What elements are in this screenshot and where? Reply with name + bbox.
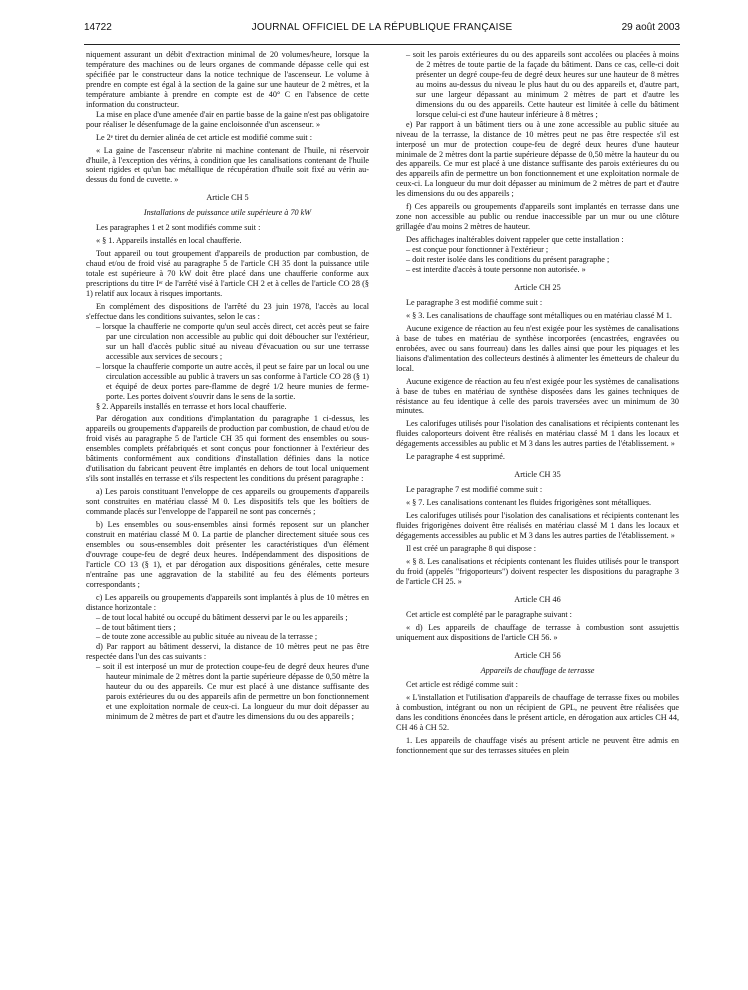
paragraph: « § 3. Les canalisations de chauffage sont métalliques ou en matériau classé M 1.: [406, 310, 672, 320]
paragraph: La mise en place d'une amenée d'air en partie basse de la gaine n'est pas obligatoire pour réaliser le désenfumage de la gaine encloisonnée d'un ascenseur. »: [86, 109, 369, 129]
dash-list-item: – est interdite d'accès à toute personne non autorisée. »: [406, 265, 586, 275]
left-column: [86, 50, 369, 975]
paragraph: Le paragraphe 3 est modifié comme suit :: [406, 297, 543, 307]
paragraph: Les calorifuges utilisés pour l'isolation des canalisations et récipients contenant les fluides frigorigènes doivent être réalisés en matériau classé M 1 dans les locaux et dégagements accessibles au public et M 3 dans les autres parties de l'établissement. »: [396, 511, 679, 540]
paragraph: Aucune exigence de réaction au feu n'est exigée pour les systèmes de canalisations à base de tubes en matériau de synthèse incorporées (encastrées, engravées ou enrobées, avec ou sans fourreau) dans les dalles ainsi que pour les piquages et les liaisons d'alimentation des collecteurs destinés à alimenter les émetteurs de chaleur du local.: [396, 323, 679, 373]
dash-list-item: – soit les parois extérieures du ou des appareils sont accolées ou placées à moins de 2 mètres de toute partie de la façade du bâtiment. Dans ce cas, celle-ci doit présenter un degré coupe-feu de degré deux heures sur une hauteur de 8 mètres au moins au-dessus du niveau le plus haut du ou des appareils et, d'autre part, sur une largeur dépassant au minimum 2 mètres de part et d'autre les dimensions du ou des appareils. Cette hauteur est limitée à celle du bâtiment lorsque celui-ci est d'une hauteur inférieure à 8 mètres ;: [406, 50, 679, 119]
dash-list-item: – soit il est interposé un mur de protection coupe-feu de degré deux heures d'une hauteur minimale de 2 mètres dont la partie supérieure dépasse de 0,50 mètre la hauteur du ou des appareils. Ce mur est placé à une distance suffisante des parois extérieures du ou des appareils afin de permettre un bon fonctionnement et une exploitation normale de ceux-ci. La longueur du mur doit dépasser au minimum de 2 mètres de part et d'autre les dimensions du ou des appareils ;: [96, 662, 369, 722]
paragraph: Cet article est rédigé comme suit :: [406, 680, 518, 690]
article-heading: Article CH 35: [514, 470, 561, 480]
paragraph: Cet article est complété par le paragraphe suivant :: [406, 609, 572, 619]
header-rule: [84, 44, 680, 45]
right-column: [396, 50, 679, 975]
paragraph: f) Ces appareils ou groupements d'appareils sont implantés en terrasse dans une zone non accessible au public ou rendue inaccessible par un mur ou une clôture grillagée d'au moins 2 mètres de hauteur.: [396, 202, 679, 232]
paragraph: § 2. Appareils installés en terrasse et hors local chaufferie.: [96, 401, 287, 411]
paragraph: « § 1. Appareils installés en local chaufferie.: [96, 236, 242, 246]
paragraph: « d) Les appareils de chauffage de terrasse à combustion sont assujettis uniquement aux dispositions de l'article CH 56. »: [396, 622, 679, 642]
article-subtitle: Installations de puissance utile supérieure à 70 kW: [143, 208, 312, 218]
paragraph: c) Les appareils ou groupements d'appareils sont implantés à plus de 10 mètres en distance horizontale :: [86, 592, 369, 612]
journal-title: JOURNAL OFFICIEL DE LA RÉPUBLIQUE FRANÇAISE: [251, 22, 513, 33]
paragraph: En complément des dispositions de l'arrêté du 23 juin 1978, l'accès au local s'effectue dans les conditions suivantes, selon le cas :: [86, 301, 369, 321]
paragraph: « § 7. Les canalisations contenant les fluides frigorigènes sont métalliques.: [406, 498, 652, 508]
dash-list-item: – de tout bâtiment tiers ;: [96, 622, 176, 632]
article-subtitle: Appareils de chauffage de terrasse: [480, 665, 595, 675]
dash-list-item: – lorsque la chaufferie ne comporte qu'un seul accès direct, cet accès peut se faire par une circulation non accessible au public qui doit déboucher sur l'extérieur, sur un hall d'accès public situé au niveau d'évacuation ou sur une terrasse accessible aux services de secours ;: [96, 321, 369, 361]
dash-list-item: – de toute zone accessible au public située au niveau de la terrasse ;: [96, 632, 318, 642]
article-heading: Article CH 56: [514, 650, 561, 660]
paragraph: Par dérogation aux conditions d'implantation du paragraphe 1 ci-dessus, les appareils ou groupements d'appareils de production par combustion, de chaud et/ou de froid visés au paragraphe 5 de l'article CH 35 qui forment des ensembles ou sous-ensembles complets préfabriqués et sont conçus pour fonctionner à l'extérieur des bâtiments conformément aux conditions d'installation définies dans la notice d'utilisation du fabricant peuvent être implantés en dehors de tout local uniquement s'ils sont installés en terrasse et s'ils respectent les conditions du présent paragraphe :: [86, 414, 369, 484]
paragraph: a) Les parois constituant l'enveloppe de ces appareils ou groupements d'appareils sont construites en matériau classé M 0. Les dispositifs tels que les boîtiers de commande placés sur l'enveloppe de l'appareil ne sont pas concernés ;: [86, 487, 369, 517]
dash-list-item: – doit rester isolée dans les conditions du présent paragraphe ;: [406, 255, 610, 265]
article-heading: Article CH 46: [514, 594, 561, 604]
dash-list-item: – de tout local habité ou occupé du bâtiment desservi par le ou les appareils ;: [96, 612, 348, 622]
paragraph: Le paragraphe 4 est supprimé.: [406, 452, 505, 462]
paragraph: Le 2ᵉ tiret du dernier alinéa de cet article est modifié comme suit :: [96, 132, 313, 142]
paragraph: Les paragraphes 1 et 2 sont modifiés comme suit :: [96, 223, 261, 233]
paragraph: Les calorifuges utilisés pour l'isolation des canalisations et récipients contenant les fluides caloporteurs doivent être réalisés en matériau classé M 1 dans les locaux et dégagements accessibles au public et M 3 dans les autres parties de l'établissement. »: [396, 419, 679, 449]
dash-list-item: – est conçue pour fonctionner à l'extérieur ;: [406, 245, 549, 255]
paragraph: Des affichages inaltérables doivent rappeler que cette installation :: [406, 235, 624, 245]
article-heading: Article CH 5: [206, 193, 249, 203]
paragraph: « La gaine de l'ascenseur n'abrite ni machine contenant de l'huile, ni réservoir d'huile, à l'exception des vérins, à condition que les canalisations contenant de l'huile soient rigides et qu'un bac métallique de récupération d'huile soit fixé au vérin au-dessus du fond de cuvette. »: [86, 145, 369, 185]
paragraph: e) Par rapport à un bâtiment tiers ou à une zone accessible au public située au niveau de la terrasse, la distance de 10 mètres peut ne pas être respectée s'il est interposé un mur de protection coupe-feu de degré deux heures d'une hauteur minimale de 2 mètres dont la partie supérieure dépasse de 0,50 mètre la hauteur du ou des appareils. Ce mur est placé à une distance suffisante des parois extérieures du ou des appareils afin de permettre un bon fonctionnement et une exploitation normale de ceux-ci. La longueur du mur doit dépasser au minimum de 2 mètres de part et d'autre les dimensions du ou des appareils ;: [396, 119, 679, 199]
paragraph: b) Les ensembles ou sous-ensembles ainsi formés reposent sur un plancher construit en matériau classé M 0. La partie de plancher directement située sous ces ensembles ou sous-ensembles doit présenter les caractéristiques d'un élément d'ouvrage coupe-feu de degré deux heures. Indépendamment des dispositions de l'article CO 13 (§ 1), et par dérogation aux dispositions générales, cette mesure n'entraîne pas une aggravation de la stabilité au feu des éléments porteurs correspondants ;: [86, 519, 369, 589]
article-heading: Article CH 25: [514, 282, 561, 292]
page-number: 14722: [84, 22, 112, 33]
publication-date: 29 août 2003: [621, 22, 680, 33]
paragraph: Tout appareil ou tout groupement d'appareils de production par combustion, de chaud et/ou de froid visé au paragraphe 5 de l'article CH 35 dont la puissance utile totale est supérieure à 70 kW doit être placé dans une chaufferie conforme aux prescriptions du titre Iᵉʳ de l'arrêté visé à l'article CH 2 et à celles de l'article CO 28 (§ 1) relatif aux locaux à risques importants.: [86, 249, 369, 299]
paragraph: 1. Les appareils de chauffage visés au présent article ne peuvent être admis en fonctionnement que sur des terrasses situées en plein: [396, 736, 679, 756]
page-header: [84, 22, 680, 38]
paragraph: d) Par rapport au bâtiment desservi, la distance de 10 mètres peut ne pas être respectée dans l'un des cas suivants :: [86, 642, 369, 662]
paragraph: Aucune exigence de réaction au feu n'est exigée pour les systèmes de canalisations à base de tubes en matériau de synthèse disposées dans les gaines techniques de résistance au feu identique à celle des parois traversées avec un minimum de 30 minutes.: [396, 376, 679, 416]
paragraph: Le paragraphe 7 est modifié comme suit :: [406, 485, 543, 495]
paragraph: « L'installation et l'utilisation d'appareils de chauffage de terrasse fixes ou mobiles à combustion, intégrant ou non un récipient de GPL, ne peuvent être réalisées que dans les conditions énoncées dans le présent article, en dérogation aux articles CH 44, CH 46 à CH 52.: [396, 693, 679, 733]
dash-list-item: – lorsque la chaufferie comporte un autre accès, il peut se faire par un local ou une circulation accessible au public à travers un sas conforme à l'article CO 28 (§ 1) et équipé de deux portes pare-flamme de degré 1/2 heure munies de ferme-porte. Les portes doivent s'ouvrir dans le sens de la sortie.: [96, 361, 369, 401]
paragraph: niquement assurant un débit d'extraction minimal de 20 volumes/heure, lorsque la température des machines ou de leurs organes de commande dépasse celle qui est spécifiée par le constructeur dans la notice technique de l'ascenseur. Le volume à prendre en compte est égal à la section de la gaine sur une hauteur de 2 mètres, et la température ambiante à prendre en compte est de 40° C en l'absence de cette information du constructeur.: [86, 50, 369, 109]
paragraph: « § 8. Les canalisations et récipients contenant les fluides utilisés pour le transport du froid (appelés "frigoporteurs") doivent respecter les dispositions du paragraphe 3 de l'article CH 25. »: [396, 556, 679, 586]
paragraph: Il est créé un paragraphe 8 qui dispose :: [406, 543, 537, 553]
